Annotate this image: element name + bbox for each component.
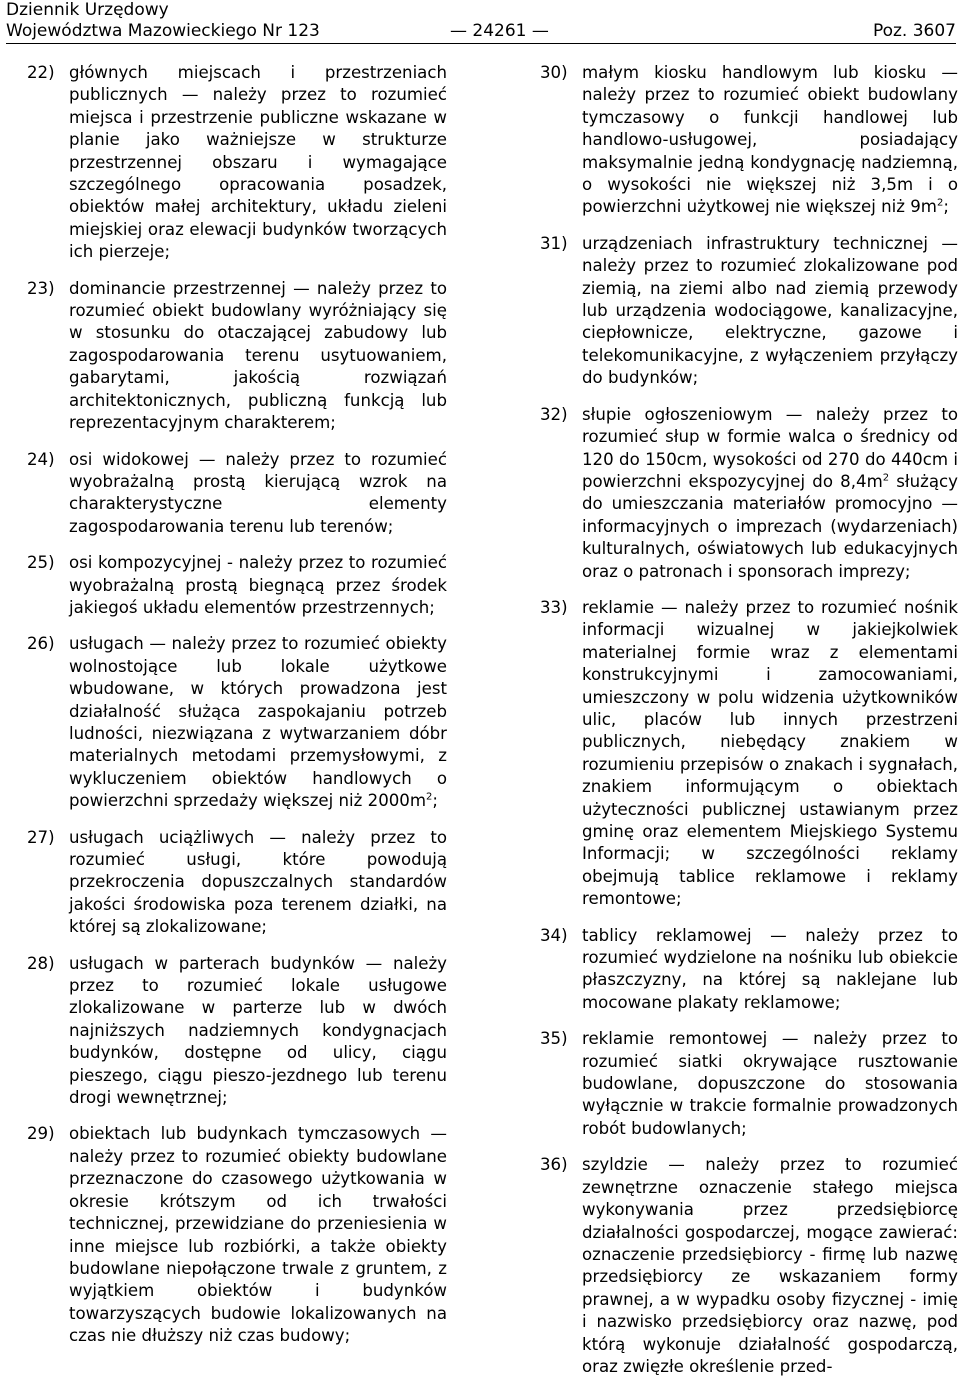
superscript: 2 <box>936 197 944 209</box>
item-text: obiektach lub budynkach tymczasowych — należy przez to rozumieć obiekty budowlane przeznaczone do czasowego użytkowania w okresie krótszym od ich trwałości technicznej, przewidziane do przeniesienia w inne miejsce lub rozbiórki, a także obiekty budowlane niepołączone trwale z gruntem, z wyjątkiem obiektów i budynków towarzyszących budowie lokalizowanych na czas nie dłuższy niż czas budowy; <box>69 1124 447 1346</box>
item-number: 28) <box>27 953 55 973</box>
superscript: 2 <box>426 791 433 803</box>
item-number: 25) <box>27 553 55 573</box>
item-number: 29) <box>27 1124 55 1144</box>
item-text-tail: ; <box>943 197 949 217</box>
definition-item <box>27 62 447 264</box>
position-number: Poz. 3607 <box>872 21 956 41</box>
definition-item <box>540 925 958 1015</box>
item-text <box>69 633 447 812</box>
superscript: 2 <box>882 472 890 484</box>
item-number: 35) <box>540 1029 568 1049</box>
item-number: 26) <box>27 634 55 654</box>
definition-item <box>540 597 958 911</box>
item-number: 22) <box>27 63 55 82</box>
page-header <box>6 0 956 48</box>
left-column <box>27 62 447 1362</box>
definition-item <box>540 233 958 390</box>
item-text: usługach uciążliwych — należy przez to rozumieć usługi, które powodują przekroczenia dopuszczalnych standardów jakości środowiska poza terenem działki, na której są zlokalizowane; <box>69 827 447 937</box>
item-text <box>582 404 958 583</box>
item-number: 31) <box>540 233 568 253</box>
definition-item <box>27 1123 447 1347</box>
item-text: szyldzie — należy przez to rozumieć zewnętrzne oznaczenie stałego miejsca wykonywania przez przedsiębiorcę działalności gospodarczej, mogące zawierać: oznaczenie przedsiębiorcy - firmę lub nazwę przedsiębiorcy ze wskazaniem formy prawnej, a w wypadku osoby fizycznej - imię i nazwisko przedsiębiorcy oraz nazwę, pod którą wykonuje działalność gospodarczą, oraz zwięzłe określenie przed- <box>582 1155 958 1376</box>
right-column <box>540 62 958 1392</box>
item-text: dominancie przestrzennej — należy przez to rozumieć obiekt budowlany wyróżniający się w stosunku do otaczającej zabudowy lub zagospodarowania terenu usytuowaniem, gabarytami, jakością rozwiązań architektonicznych, publiczną funkcją lub reprezentacyjnym charakterem; <box>69 278 447 433</box>
item-number: 32) <box>540 404 568 424</box>
item-text: głównych miejscach i przestrzeniach publicznych — należy przez to rozumieć miejsca i przestrzenie publiczne wskazane w planie jako ważniejsze w strukturze przestrzennej obszaru i wymagające szczególnego opracowania posadzek, obiektów małej architektury, układu zieleni miejskiej oraz elewacji budynków tworzących ich pierzeje; <box>69 63 447 262</box>
journal-title: Dziennik Urzędowy <box>6 0 169 20</box>
item-number: 33) <box>540 597 568 617</box>
item-number: 30) <box>540 63 568 82</box>
item-number: 36) <box>540 1155 568 1175</box>
journal-issue: Województwa Mazowieckiego Nr 123 <box>6 21 320 41</box>
item-text <box>582 62 958 219</box>
definition-item <box>27 552 447 619</box>
item-text: reklamie — należy przez to rozumieć nośnik informacji wizualnej w jakiejkolwiek materialnej formie wraz z elementami konstrukcyjnymi i zamocowaniami, umieszczony w polu widzenia użytkowników ulic, placów lub innych przestrzeni publicznych, niebędący znakiem w rozumieniu przepisów o znakach i sygnałach, znakiem informującym o obiektach użyteczności publicznej ustawianym przez gminę oraz elementem Miejskiego Systemu Informacji; w szczególności reklamy obejmują tablice reklamowe i reklamy remontowe; <box>582 597 958 909</box>
definition-item <box>540 1028 958 1140</box>
definition-item <box>540 1154 958 1378</box>
item-text-tail: służący do umieszczania materiałów promocyjno — informacyjnych o imprezach (wydarzeniach) kulturalnych, oświatowych lub edukacyjnych oraz o patronach i sponsorach imprezy; <box>582 471 958 581</box>
definition-item <box>540 62 958 219</box>
item-text: osi widokowej — należy przez to rozumieć wyobrażalną prostą kierującą wzrok na charakterystyczne elementy zagospodarowania terenu lub terenów; <box>69 449 447 536</box>
definition-item <box>27 449 447 539</box>
item-text: urządzeniach infrastruktury technicznej — należy przez to rozumieć zlokalizowane pod ziemią, na ziemi albo nad ziemią przewody lub urządzenia wodociągowe, kanalizacyjne, ciepłownicze, elektryczne, gazowe i telekomunikacyjne, z wyłączeniem przyłączy do budynków; <box>582 233 958 388</box>
definition-item <box>27 827 447 939</box>
item-text-main: usługach — należy przez to rozumieć obiekty wolnostojące lub lokale użytkowe wbudowane, w których prowadzona jest działalność służąca zaspokajaniu potrzeb ludności, niezwiązana z wytwarzaniem dóbr materialnych metodami przemysłowymi, z wykluczeniem obiektów handlowych o powierzchni sprzedaży większej niż 2000m <box>69 634 447 811</box>
item-number: 24) <box>27 449 55 469</box>
item-number: 23) <box>27 278 55 298</box>
item-number: 34) <box>540 925 568 945</box>
definition-item <box>27 633 447 812</box>
item-text-tail: ; <box>432 791 439 811</box>
definition-item <box>27 278 447 435</box>
item-number: 27) <box>27 827 55 847</box>
definition-item <box>540 404 958 583</box>
item-text: tablicy reklamowej — należy przez to rozumieć wydzielone na nośniku lub obiekcie płaszczyzny, na której są naklejane lub mocowane plakaty reklamowe; <box>582 925 958 1012</box>
item-text: osi kompozycyjnej - należy przez to rozumieć wyobrażalną prostą biegnącą przez środek jakiegoś układu elementów przestrzennych; <box>69 553 447 617</box>
definition-item <box>27 953 447 1110</box>
item-text-main: małym kiosku handlowym lub kiosku — należy przez to rozumieć obiekt budowlany tymczasowy o funkcji handlowej lub handlowo-usługowej, posiadający maksymalnie jedną kondygnację nadziemną, o wysokości nie większej niż 3,5m i o powierzchni użytkowej nie większej niż 9m <box>582 63 958 217</box>
item-text: usługach w parterach budynków — należy przez to rozumieć lokale usługowe zlokalizowane w parterze lub w dwóch najniższych nadziemnych kondygnacjach budynków, dostępne od ulicy, ciągu pieszego, ciągu pieszo-jezdnego lub terenu drogi wewnętrznej; <box>69 953 447 1108</box>
header-rule <box>6 43 956 44</box>
item-text-main: słupie ogłoszeniowym — należy przez to rozumieć słup w formie walca o średnicy od 120 do 150cm, wysokości od 270 do 440cm i powierzchni ekspozycyjnej do 8,4m <box>582 404 958 491</box>
page-number: — 24261 — <box>450 21 549 41</box>
item-text: reklamie remontowej — należy przez to rozumieć siatki okrywające rusztowanie budowlane, dopuszczone do stosowania wyłącznie w trakcie formalnie prowadzonych robót budowlanych; <box>582 1029 958 1138</box>
